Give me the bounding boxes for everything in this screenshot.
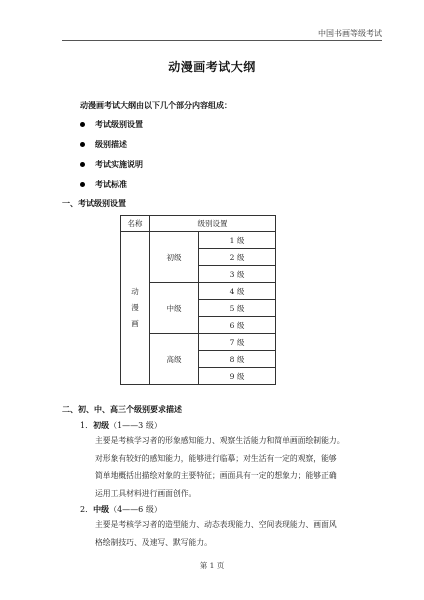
page-title: 动漫画考试大纲 xyxy=(168,60,256,74)
table-grade-cell: 7 级 xyxy=(199,334,276,351)
bullet-icon xyxy=(80,122,85,127)
table-header-row xyxy=(121,216,276,232)
bullet-icon xyxy=(80,162,85,167)
section-heading-descriptions: 二、初、中、高三个级别要求描述 xyxy=(62,404,182,414)
table-grade-cell: 2 级 xyxy=(199,249,276,266)
list-item: 考试实施说明 xyxy=(80,154,143,174)
intro-text: 动漫画考试大纲由以下几个部分内容组成： xyxy=(80,100,232,110)
bullet-icon xyxy=(80,182,85,187)
levels-table xyxy=(120,215,276,385)
page-number: 第 1 页 xyxy=(199,561,225,570)
table-grade-cell: 5 级 xyxy=(199,300,276,317)
list-item: 级别描述 xyxy=(80,134,143,154)
subsection-heading-intermediate: 2．中级（4——6 级） xyxy=(80,504,162,514)
table-grade-cell: 1 级 xyxy=(199,232,276,249)
table-grade-cell: 8 级 xyxy=(199,351,276,368)
table-band-cell: 高级 xyxy=(150,334,199,385)
header-text: 中国书画等级考试 xyxy=(318,29,382,38)
bullet-icon xyxy=(80,142,85,147)
table-band-cell: 中级 xyxy=(150,283,199,334)
table-subject-cell: 动漫画 xyxy=(121,232,150,385)
table-grade-cell: 9 级 xyxy=(199,368,276,385)
table-grade-cell: 3 级 xyxy=(199,266,276,283)
table-header-name: 名称 xyxy=(121,216,150,232)
header-rule xyxy=(62,40,382,41)
list-item: 考试级别设置 xyxy=(80,114,143,134)
table-grade-cell: 4 级 xyxy=(199,283,276,300)
subsection-heading-beginner: 1．初级（1——3 级） xyxy=(80,420,162,430)
paragraph-beginner: 主要是考核学习者的形象感知能力、观察生活能力和简单画面绘制能力。 对形象有较好的感知能力，能够进行临摹；对生活有一定的观察，能够 简单地概括出描绘对象的主要特征；画面具有一定的想象力；能够正确 运用工具材料进行画面创作。 xyxy=(95,436,345,498)
contents-list xyxy=(80,114,143,194)
table-header-levels: 级别设置 xyxy=(150,216,276,232)
table-band-cell: 初级 xyxy=(150,232,199,283)
table-row xyxy=(121,232,276,249)
list-item: 考试标准 xyxy=(80,174,143,194)
paragraph-intermediate: 主要是考核学习者的造型能力、动态表现能力、空间表现能力、画面风 格绘制技巧、及速写、默写能力。 xyxy=(95,520,337,547)
section-heading-levels: 一、考试级别设置 xyxy=(62,198,126,208)
table-grade-cell: 6 级 xyxy=(199,317,276,334)
